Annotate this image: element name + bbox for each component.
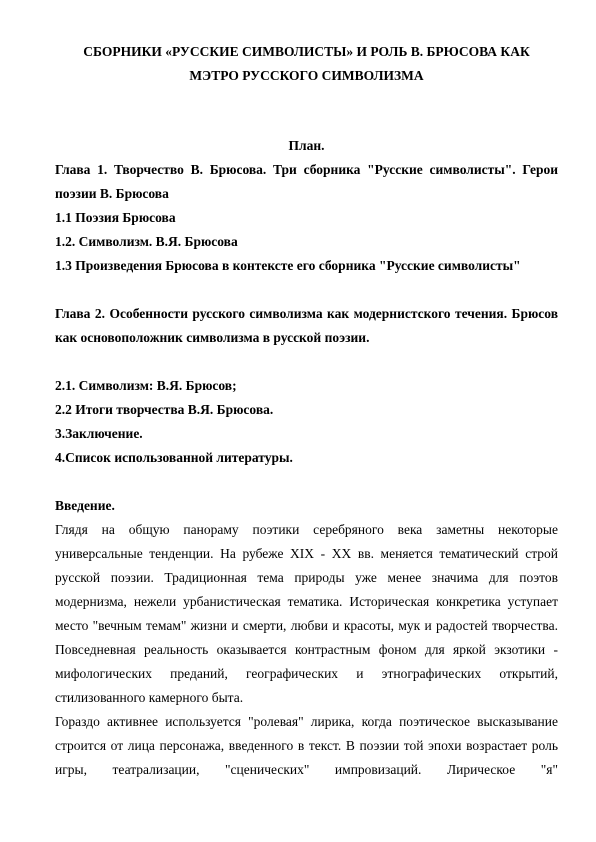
introduction-heading: Введение. xyxy=(55,498,115,513)
toc-chapter-1: Глава 1. Творчество В. Брюсова. Три сборника "Русские символисты". Герои поэзии В. Брюсова xyxy=(55,162,558,201)
toc-item-2-2: 2.2 Итоги творчества В.Я. Брюсова. xyxy=(55,402,274,417)
toc-item-1-3: 1.3 Произведения Брюсова в контексте его сборника "Русские символисты" xyxy=(55,258,521,273)
body-paragraph-1: Глядя на общую панораму поэтики серебряного века заметны некоторые универсальные тенденции. На рубеже XIX - XX вв. меняется тематический строй русской поэзии. Традиционная тема природы уже менее значима для поэтов модернизма, нежели урбанистическая тематика. Историческая конкретика уступает место "вечным темам" жизни и смерти, любви и красоты, мук и радостей творчества. Повседневная реальность оказывается контрастным фоном для яркой экзотики - мифологических преданий, географических и этнографических открытий, стилизованного камерного быта. xyxy=(55,522,558,705)
body-paragraph-2: Гораздо активнее используется "ролевая" лирика, когда поэтическое высказывание строится от лица персонажа, введенного в текст. В поэзии той эпохи возрастает роль игры, театрализации, "сценических" импровизаций. Лирическое "я" xyxy=(55,714,558,777)
toc-chapter-2: Глава 2. Особенности русского символизма как модернистского течения. Брюсов как основоположник символизма в русской поэзии. xyxy=(55,306,558,345)
toc-item-1-1: 1.1 Поэзия Брюсова xyxy=(55,210,176,225)
document-title-line-2: МЭТРО РУССКОГО СИМВОЛИЗМА xyxy=(189,68,424,83)
plan-heading: План. xyxy=(288,138,325,153)
toc-item-1-2: 1.2. Символизм. В.Я. Брюсова xyxy=(55,234,238,249)
spacer xyxy=(55,278,558,302)
spacer xyxy=(55,470,558,494)
toc-item-2-1: 2.1. Символизм: В.Я. Брюсов; xyxy=(55,378,237,393)
document-title-line-1: СБОРНИКИ «РУССКИЕ СИМВОЛИСТЫ» И РОЛЬ В. БРЮСОВА КАК xyxy=(83,44,530,59)
spacer xyxy=(55,350,558,374)
toc-item-3: 3.Заключение. xyxy=(55,426,143,441)
toc-item-4: 4.Список использованной литературы. xyxy=(55,450,293,465)
